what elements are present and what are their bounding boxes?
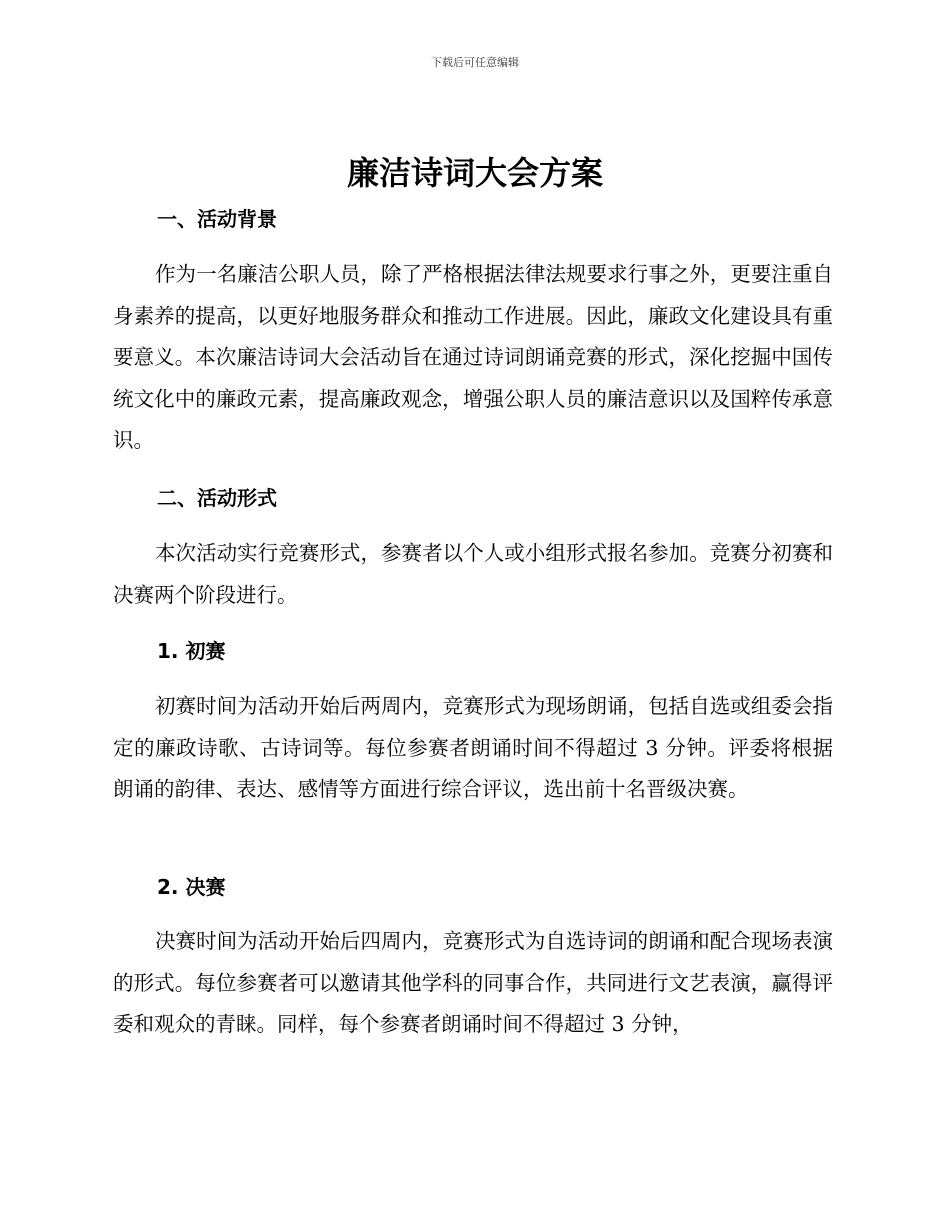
subsection-heading-preliminary: 1. 初赛	[157, 639, 226, 663]
subsection-body-final: 决赛时间为活动开始后四周内，竞赛形式为自选诗词的朗诵和配合现场表演的形式。每位参赛者可以邀请其他学科的同事合作，共同进行文艺表演，赢得评委和观众的青睐。同样，每个参赛者朗诵时间不得超过 3 分钟，	[113, 929, 833, 1036]
section-body-background: 作为一名廉洁公职人员，除了严格根据法律法规要求行事之外，更要注重自身素养的提高，以更好地服务群众和推动工作进展。因此，廉政文化建设具有重要意义。本次廉洁诗词大会活动旨在通过诗词朗诵竞赛的形式，深化挖掘中国传统文化中的廉政元素，提高廉政观念，增强公职人员的廉洁意识以及国粹传承意识。	[113, 262, 833, 452]
document-title: 廉洁诗词大会方案	[346, 154, 603, 192]
section-body-format: 本次活动实行竞赛形式，参赛者以个人或小组形式报名参加。竞赛分初赛和决赛两个阶段进行。	[113, 541, 833, 607]
page-header-note: 下载后可任意编辑	[431, 56, 519, 69]
section-heading-background: 一、活动背景	[157, 207, 277, 231]
section-heading-format: 二、活动形式	[157, 486, 277, 510]
subsection-heading-final: 2. 决赛	[157, 875, 226, 899]
subsection-body-preliminary: 初赛时间为活动开始后两周内，竞赛形式为现场朗诵，包括自选或组委会指定的廉政诗歌、古诗词等。每位参赛者朗诵时间不得超过 3 分钟。评委将根据朗诵的韵律、表达、感情等方面进行综合评议，选出前十名晋级决赛。	[113, 694, 833, 801]
